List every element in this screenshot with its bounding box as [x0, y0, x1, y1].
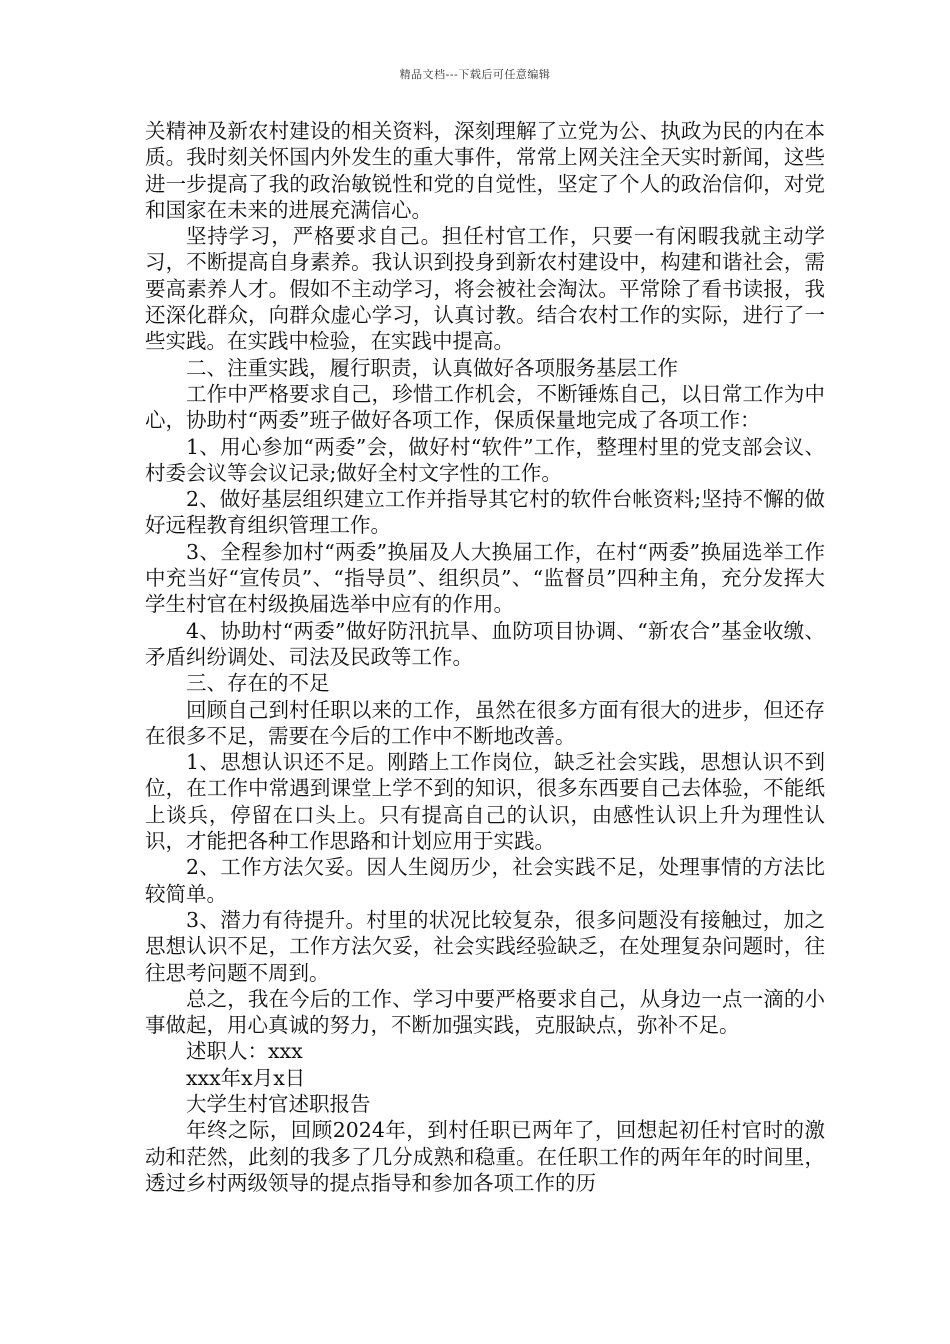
list-item: 4、协助村“两委”做好防汛抗旱、血防项目协调、“新农合”基金收缴、矛盾纠纷调处、司法及民政等工作。	[145, 618, 825, 669]
paragraph: 回顾自己到村任职以来的工作，虽然在很多方面有很大的进步，但还存在很多不足，需要在今后的工作中不断地改善。	[145, 697, 825, 748]
page-header: 精品文档---下载后可任意编辑	[399, 68, 551, 81]
list-item: 3、潜力有待提升。村里的状况比较复杂，很多问题没有接触过，加之思想认识不足，工作方法欠妥，社会实践经验缺乏，在处理复杂问题时，往往思考问题不周到。	[145, 907, 825, 985]
paragraph: 总之，我在今后的工作、学习中要严格要求自己，从身边一点一滴的小事做起，用心真诚的努力，不断加强实践，克服缺点，弥补不足。	[145, 986, 825, 1038]
list-item: 1、用心参加“两委”会，做好村“软件”工作，整理村里的党支部会议、村委会议等会议记录;做好全村文字性的工作。	[145, 434, 825, 485]
paragraph: 坚持学习，严格要求自己。担任村官工作，只要一有闲暇我就主动学习，不断提高自身素养。我认识到投身到新农村建设中，构建和谐社会，需要高素养人才。假如不主动学习，将会被社会淘汰。平常除了看书读报，我还深化群众，向群众虚心学习，认真讨教。结合农村工作的实际，进行了一些实践。在实践中检验，在实践中提高。	[145, 224, 825, 354]
section-heading: 三、存在的不足	[186, 671, 330, 696]
paragraph: 工作中严格要求自己，珍惜工作机会，不断锤炼自己，以日常工作为中心，协助村“两委”班子做好各项工作，保质保量地完成了各项工作：	[145, 381, 825, 433]
date-line: xxx年x月x日	[186, 1065, 306, 1090]
paragraph: 关精神及新农村建设的相关资料，深刻理解了立党为公、执政为民的内在本质。我时刻关怀国内外发生的重大事件，常常上网关注全天实时新闻，这些进一步提高了我的政治敏锐性和党的自觉性，坚定了个人的政治信仰，对党和国家在未来的进展充满信心。	[145, 119, 825, 222]
list-item: 1、思想认识还不足。刚踏上工作岗位，缺乏社会实践，思想认识不到位，在工作中常遇到课堂上学不到的知识，很多东西要自己去体验，不能纸上谈兵，停留在口头上。只有提高自己的认识，由感性认识上升为理性认识，才能把各种工作思路和计划应用于实践。	[145, 750, 825, 854]
list-item: 2、做好基层组织建立工作并指导其它村的软件台帐资料;坚持不懈的做好远程教育组织管理工作。	[145, 487, 825, 538]
list-item: 3、全程参加村“两委”换届及人大换届工作，在村“两委”换届选举工作中充当好“宣传员”、“指导员”、组织员”、“监督员”四种主角，充分发挥大学生村官在村级换届选举中应有的作用。	[145, 539, 825, 617]
section-heading: 二、注重实践，履行职责，认真做好各项服务基层工作	[186, 355, 678, 380]
document-body	[145, 118, 825, 1196]
paragraph: 年终之际，回顾2024年，到村任职已两年了，回想起初任村官时的激动和茫然，此刻的我多了几分成熟和稳重。在任职工作的两年年的时间里，透过乡村两级领导的提点指导和参加各项工作的历	[145, 1118, 825, 1195]
signature-line: 述职人：xxx	[186, 1039, 303, 1064]
list-item: 2、工作方法欠妥。因人生阅历少，社会实践不足，处理事情的方法比较简单。	[145, 855, 825, 906]
document-title: 大学生村官述职报告	[186, 1091, 371, 1116]
